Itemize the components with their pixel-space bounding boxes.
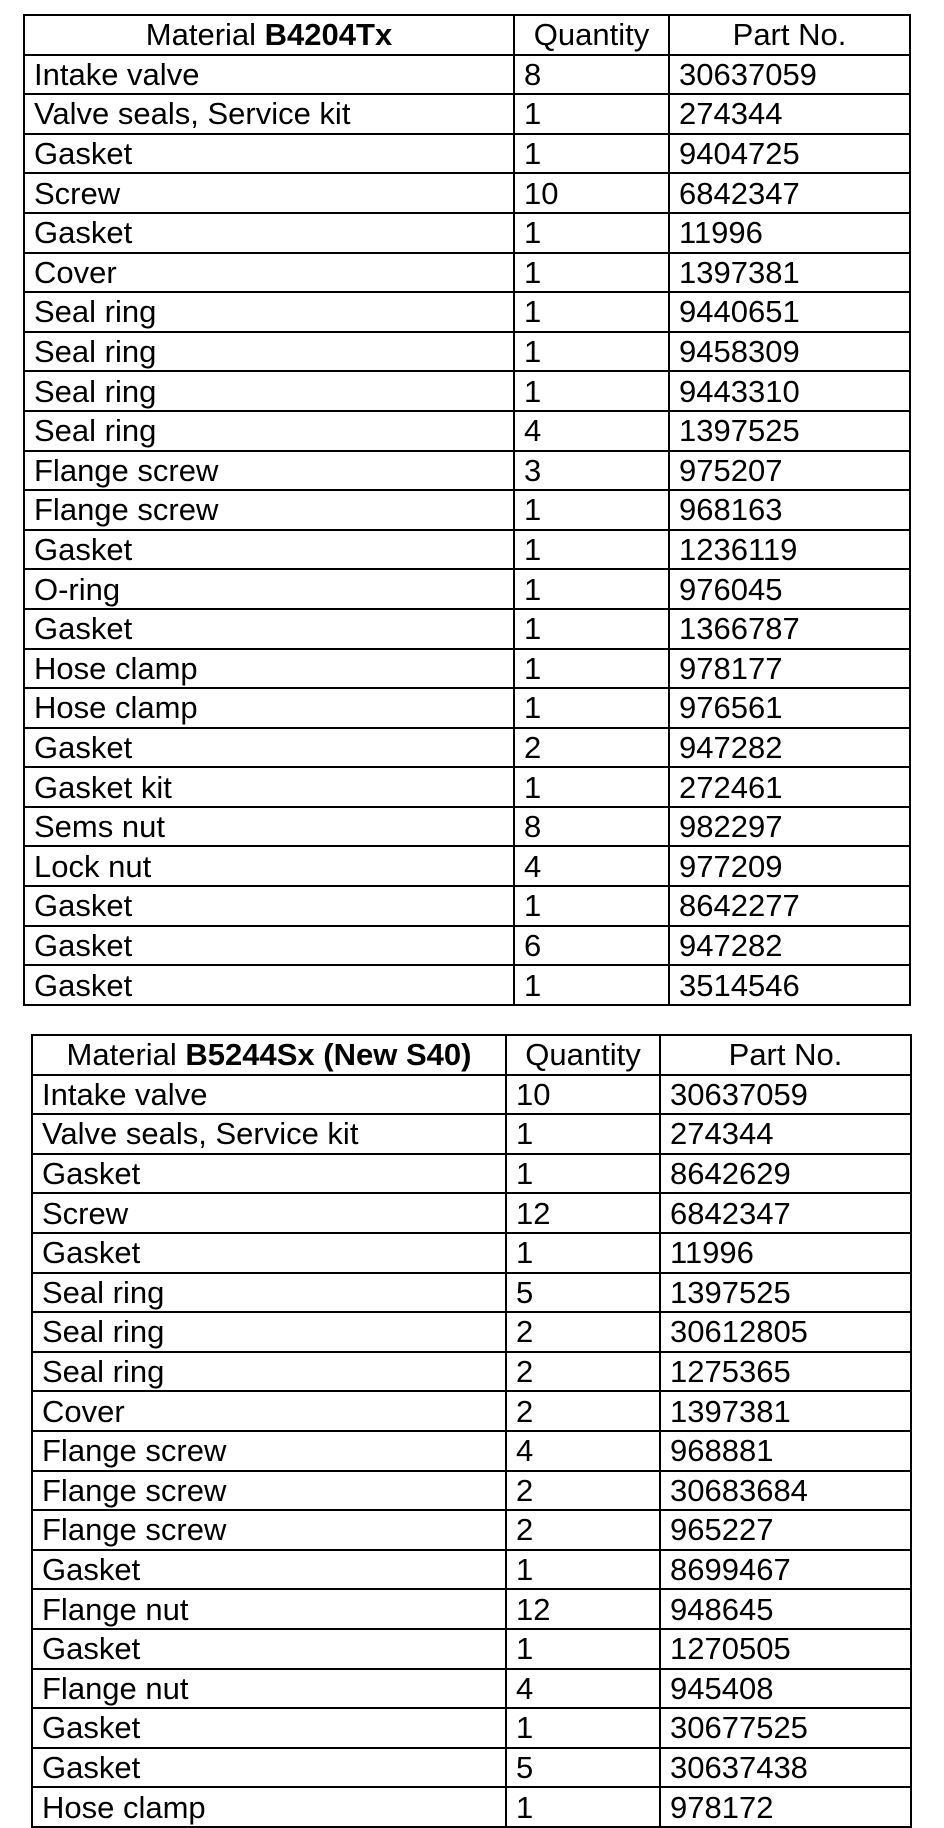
table-row	[24, 649, 910, 689]
part-number-cell: 1236119	[669, 530, 910, 570]
item-name-cell: Gasket	[24, 886, 514, 926]
parts-table-b4204tx	[23, 14, 911, 1006]
item-name-cell: Gasket kit	[24, 767, 514, 807]
table-row	[32, 1589, 911, 1629]
item-name-cell: Intake valve	[32, 1075, 506, 1115]
quantity-cell: 8	[514, 55, 669, 95]
table-row	[32, 1708, 911, 1748]
quantity-cell: 1	[506, 1114, 660, 1154]
item-name-cell: Gasket	[24, 213, 514, 253]
quantity-cell: 10	[514, 173, 669, 213]
quantity-cell: 1	[514, 134, 669, 174]
item-name-cell: Cover	[24, 253, 514, 293]
item-name-cell: Gasket	[24, 134, 514, 174]
part-number-cell: 1397525	[669, 411, 910, 451]
table-row	[24, 253, 910, 293]
item-name-cell: Flange screw	[32, 1471, 506, 1511]
item-name-cell: Gasket	[32, 1233, 506, 1273]
table-row	[32, 1471, 911, 1511]
item-name-cell: Screw	[32, 1193, 506, 1233]
table-row	[24, 55, 910, 95]
quantity-cell: 1	[514, 767, 669, 807]
quantity-cell: 1	[514, 94, 669, 134]
quantity-cell: 1	[506, 1787, 660, 1827]
item-name-cell: Sems nut	[24, 807, 514, 847]
part-number-cell: 3514546	[669, 965, 910, 1005]
table-row	[24, 411, 910, 451]
quantity-cell: 1	[514, 965, 669, 1005]
table-row	[32, 1273, 911, 1313]
part-number-cell: 274344	[660, 1114, 911, 1154]
part-number-cell: 978172	[660, 1787, 911, 1827]
table-row	[24, 728, 910, 768]
part-number-cell: 1397381	[669, 253, 910, 293]
table-row	[24, 846, 910, 886]
part-number-cell: 1270505	[660, 1629, 911, 1669]
part-number-cell: 975207	[669, 451, 910, 491]
part-number-cell: 9404725	[669, 134, 910, 174]
table-row	[24, 807, 910, 847]
item-name-cell: Flange screw	[24, 451, 514, 491]
table-row	[24, 94, 910, 134]
table-row	[32, 1233, 911, 1273]
table-row	[24, 371, 910, 411]
quantity-cell: 1	[506, 1154, 660, 1194]
item-name-cell: Flange nut	[32, 1669, 506, 1709]
table-row	[24, 451, 910, 491]
part-number-cell: 947282	[669, 728, 910, 768]
item-name-cell: Hose clamp	[24, 649, 514, 689]
part-number-cell: 30637059	[660, 1075, 911, 1115]
part-number-cell: 9458309	[669, 332, 910, 372]
quantity-cell: 2	[506, 1312, 660, 1352]
parts-table-b5244sx	[31, 1034, 912, 1828]
part-number-cell: 948645	[660, 1589, 911, 1629]
table-row	[24, 292, 910, 332]
quantity-cell: 6	[514, 926, 669, 966]
quantity-cell: 1	[514, 253, 669, 293]
item-name-cell: Gasket	[24, 609, 514, 649]
part-number-cell: 30683684	[660, 1471, 911, 1511]
item-name-cell: Gasket	[32, 1708, 506, 1748]
part-number-cell: 9443310	[669, 371, 910, 411]
table-row	[32, 1193, 911, 1233]
quantity-cell: 1	[506, 1708, 660, 1748]
part-number-cell: 976045	[669, 569, 910, 609]
part-number-cell: 947282	[669, 926, 910, 966]
table-row	[32, 1431, 911, 1471]
table-row	[24, 767, 910, 807]
table-row	[32, 1391, 911, 1431]
quantity-cell: 2	[506, 1510, 660, 1550]
item-name-cell: Screw	[24, 173, 514, 213]
table-row	[24, 530, 910, 570]
material-code: B5244Sx (New S40)	[185, 1037, 472, 1073]
table-row	[32, 1550, 911, 1590]
part-no-header: Part No.	[669, 15, 910, 55]
quantity-header: Quantity	[514, 15, 669, 55]
table-row	[32, 1669, 911, 1709]
quantity-cell: 1	[514, 886, 669, 926]
item-name-cell: Gasket	[32, 1748, 506, 1788]
table-row	[32, 1075, 911, 1115]
table-row	[24, 926, 910, 966]
quantity-cell: 1	[514, 688, 669, 728]
table-row	[24, 886, 910, 926]
part-number-cell: 968163	[669, 490, 910, 530]
item-name-cell: Seal ring	[32, 1312, 506, 1352]
table-row	[32, 1352, 911, 1392]
quantity-cell: 12	[506, 1193, 660, 1233]
item-name-cell: O-ring	[24, 569, 514, 609]
material-header: Material B5244Sx (New S40)	[32, 1035, 506, 1075]
item-name-cell: Flange screw	[32, 1510, 506, 1550]
quantity-header: Quantity	[506, 1035, 660, 1075]
item-name-cell: Seal ring	[24, 332, 514, 372]
item-name-cell: Valve seals, Service kit	[24, 94, 514, 134]
item-name-cell: Gasket	[24, 926, 514, 966]
part-number-cell: 1397381	[660, 1391, 911, 1431]
quantity-cell: 8	[514, 807, 669, 847]
quantity-cell: 4	[506, 1669, 660, 1709]
part-number-cell: 30677525	[660, 1708, 911, 1748]
part-number-cell: 945408	[660, 1669, 911, 1709]
table-row	[24, 609, 910, 649]
item-name-cell: Gasket	[32, 1629, 506, 1669]
part-number-cell: 8699467	[660, 1550, 911, 1590]
part-number-cell: 1366787	[669, 609, 910, 649]
part-number-cell: 6842347	[669, 173, 910, 213]
item-name-cell: Hose clamp	[32, 1787, 506, 1827]
quantity-cell: 1	[514, 569, 669, 609]
part-number-cell: 274344	[669, 94, 910, 134]
quantity-cell: 5	[506, 1748, 660, 1788]
quantity-cell: 1	[514, 490, 669, 530]
quantity-cell: 2	[506, 1352, 660, 1392]
table-row	[24, 569, 910, 609]
quantity-cell: 2	[506, 1471, 660, 1511]
item-name-cell: Lock nut	[24, 846, 514, 886]
table-row	[24, 688, 910, 728]
part-number-cell: 9440651	[669, 292, 910, 332]
item-name-cell: Seal ring	[24, 411, 514, 451]
quantity-cell: 2	[514, 728, 669, 768]
part-number-cell: 965227	[660, 1510, 911, 1550]
table-row	[32, 1629, 911, 1669]
part-number-cell: 978177	[669, 649, 910, 689]
quantity-cell: 1	[506, 1233, 660, 1273]
quantity-cell: 1	[514, 371, 669, 411]
item-name-cell: Seal ring	[32, 1352, 506, 1392]
table-row	[32, 1312, 911, 1352]
item-name-cell: Gasket	[32, 1550, 506, 1590]
item-name-cell: Cover	[32, 1391, 506, 1431]
item-name-cell: Valve seals, Service kit	[32, 1114, 506, 1154]
table-header-row	[32, 1035, 911, 1075]
quantity-cell: 5	[506, 1273, 660, 1313]
table-row	[32, 1154, 911, 1194]
quantity-cell: 1	[514, 530, 669, 570]
item-name-cell: Flange screw	[32, 1431, 506, 1471]
quantity-cell: 1	[514, 292, 669, 332]
table-row	[24, 965, 910, 1005]
quantity-cell: 4	[506, 1431, 660, 1471]
part-number-cell: 968881	[660, 1431, 911, 1471]
quantity-cell: 1	[514, 649, 669, 689]
quantity-cell: 4	[514, 846, 669, 886]
quantity-cell: 2	[506, 1391, 660, 1431]
item-name-cell: Gasket	[24, 965, 514, 1005]
table-row	[24, 332, 910, 372]
item-name-cell: Seal ring	[32, 1273, 506, 1313]
part-number-cell: 30612805	[660, 1312, 911, 1352]
quantity-cell: 1	[506, 1629, 660, 1669]
table-header-row	[24, 15, 910, 55]
table-row	[32, 1510, 911, 1550]
part-number-cell: 8642277	[669, 886, 910, 926]
part-number-cell: 982297	[669, 807, 910, 847]
item-name-cell: Gasket	[24, 728, 514, 768]
quantity-cell: 1	[514, 609, 669, 649]
part-number-cell: 272461	[669, 767, 910, 807]
material-header: Material B4204Tx	[24, 15, 514, 55]
part-number-cell: 11996	[660, 1233, 911, 1273]
part-number-cell: 30637059	[669, 55, 910, 95]
table-row	[24, 173, 910, 213]
part-number-cell: 977209	[669, 846, 910, 886]
item-name-cell: Seal ring	[24, 292, 514, 332]
item-name-cell: Hose clamp	[24, 688, 514, 728]
table-row	[24, 490, 910, 530]
quantity-cell: 1	[514, 213, 669, 253]
quantity-cell: 1	[514, 332, 669, 372]
quantity-cell: 1	[506, 1550, 660, 1590]
table-row	[24, 134, 910, 174]
part-number-cell: 976561	[669, 688, 910, 728]
table-row	[32, 1787, 911, 1827]
table-row	[32, 1748, 911, 1788]
part-number-cell: 8642629	[660, 1154, 911, 1194]
part-number-cell: 6842347	[660, 1193, 911, 1233]
part-number-cell: 30637438	[660, 1748, 911, 1788]
item-name-cell: Gasket	[32, 1154, 506, 1194]
item-name-cell: Intake valve	[24, 55, 514, 95]
table-row	[32, 1114, 911, 1154]
material-code: B4204Tx	[264, 17, 393, 53]
part-number-cell: 1275365	[660, 1352, 911, 1392]
item-name-cell: Flange screw	[24, 490, 514, 530]
quantity-cell: 10	[506, 1075, 660, 1115]
item-name-cell: Flange nut	[32, 1589, 506, 1629]
part-no-header: Part No.	[660, 1035, 911, 1075]
part-number-cell: 1397525	[660, 1273, 911, 1313]
item-name-cell: Gasket	[24, 530, 514, 570]
table-row	[24, 213, 910, 253]
quantity-cell: 4	[514, 411, 669, 451]
item-name-cell: Seal ring	[24, 371, 514, 411]
part-number-cell: 11996	[669, 213, 910, 253]
quantity-cell: 12	[506, 1589, 660, 1629]
quantity-cell: 3	[514, 451, 669, 491]
